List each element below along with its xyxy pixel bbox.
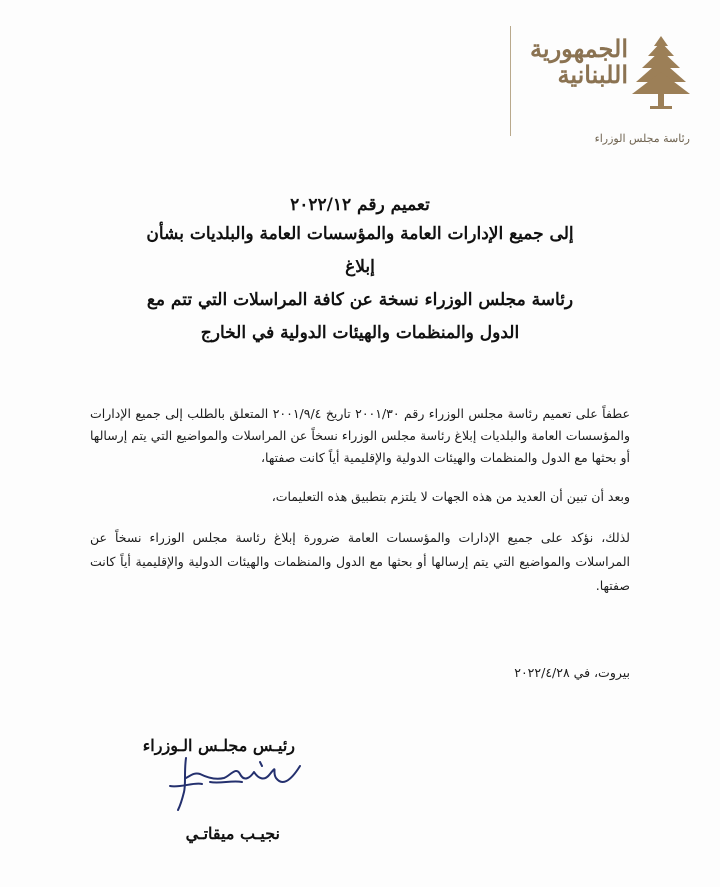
signatory-name: نجيـب ميقاتـي bbox=[185, 824, 280, 843]
place-date: بيروت، في ٢٠٢٢/٤/٢٨ bbox=[514, 665, 630, 680]
signatory-title: رئيـس مجلـس الـوزراء bbox=[142, 736, 295, 755]
body-paragraph: وبعد أن تبين أن العديد من هذه الجهات لا يلتزم بتطبيق هذه التعليمات، bbox=[271, 489, 630, 504]
republic-title: الجمهورية اللبنانية bbox=[530, 34, 628, 89]
body-paragraph: عطفاً على تعميم رئاسة مجلس الوزراء رقم ٢٠٠١/٣٠ تاريخ ٢٠٠١/٩/٤ المتعلق بالطلب إلى جميع الإدارات والمؤسسات العامة والبلديات إبلاغ رئاسة مجلس الوزراء نسخاً عن المراسلات والمواضيع التي يتم إرسالها أو بحثها مع الدول والمنظمات والهيئات الدولية والإقليمية أياً كانت صفتها، bbox=[90, 406, 630, 465]
presidency-subtitle: رئاسة مجلس الوزراء bbox=[594, 132, 690, 145]
letterhead bbox=[510, 26, 696, 145]
heading-line: الدول والمنظمات والهيئات الدولية في الخارج bbox=[200, 323, 520, 343]
handwritten-signature bbox=[150, 752, 310, 814]
heading-line: إلى جميع الإدارات العامة والمؤسسات العامة والبلديات بشأن إبلاغ bbox=[146, 224, 574, 277]
circular-number: تعميم رقم ٢٠٢٢/١٢ bbox=[290, 195, 430, 215]
heading-line: رئاسة مجلس الوزراء نسخة عن كافة المراسلات التي تتم مع bbox=[146, 290, 574, 310]
body-paragraph: لذلك، نؤكد على جميع الإدارات والمؤسسات العامة ضرورة إبلاغ رئاسة مجلس الوزراء نسخاً عن المراسلات والمواضيع التي يتم إرسالها أو بحثها مع الدول والمنظمات والهيئات الدولية والإقليمية أياً كانت صفتها. bbox=[90, 530, 630, 593]
cedar-icon bbox=[632, 34, 690, 112]
circular-body bbox=[90, 403, 630, 598]
circular-heading bbox=[140, 192, 580, 350]
